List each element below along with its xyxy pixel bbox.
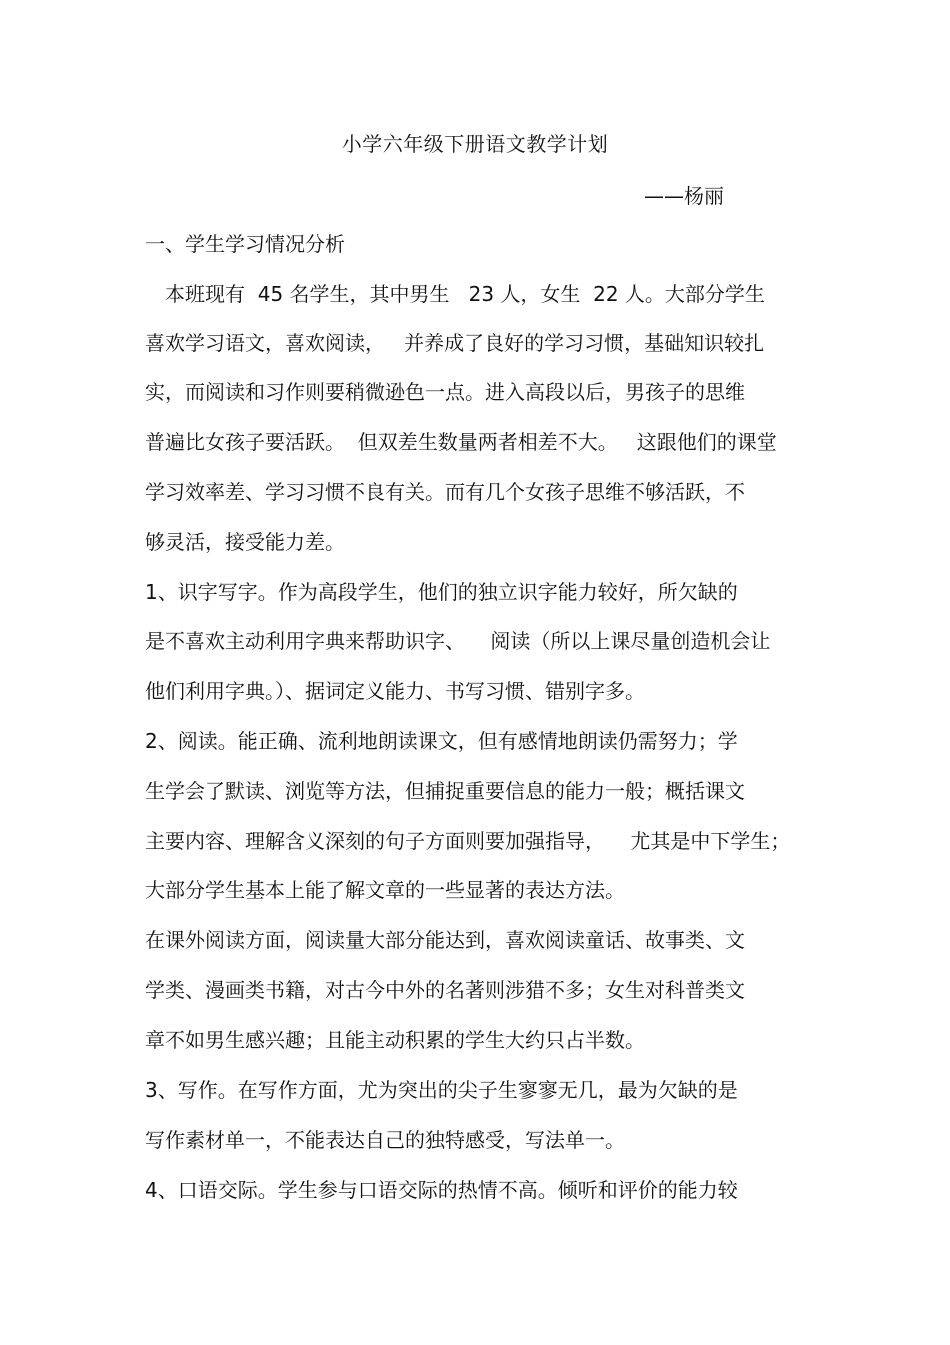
text-line: 学习效率差、学习习惯不良有关。而有几个女孩子思维不够活跃，不	[145, 480, 745, 504]
text-line: 普遍比女孩子要活跃。 但双差生数量两者相差不大。 这跟他们的课堂	[145, 430, 777, 454]
document-author: ——杨丽	[644, 184, 724, 208]
document-title: 小学六年级下册语文教学计划	[341, 132, 609, 156]
text-line: 够灵活，接受能力差。	[145, 530, 345, 554]
section-heading: 一、学生学习情况分析	[145, 232, 345, 256]
text-line: 生学会了默读、浏览等方法，但捕捉重要信息的能力一般；概括课文	[145, 779, 745, 803]
text-line: 2、阅读。能正确、流利地朗读课文，但有感情地朗读仍需努力；学	[145, 729, 738, 753]
text-line: 本班现有 45 名学生，其中男生 23 人，女生 22 人。大部分学生	[145, 282, 765, 306]
text-line: 主要内容、理解含义深刻的句子方面则要加强指导， 尤其是中下学生；	[145, 829, 791, 853]
text-line: 他们利用字典。）、据词定义能力、书写习惯、错别字多。	[145, 679, 645, 703]
text-line: 3、写作。在写作方面，尤为突出的尖子生寥寥无几，最为欠缺的是	[145, 1078, 738, 1102]
text-line: 在课外阅读方面，阅读量大部分能达到，喜欢阅读童话、故事类、文	[145, 928, 745, 952]
text-line: 章不如男生感兴趣；且能主动积累的学生大约只占半数。	[145, 1028, 645, 1052]
text-line: 4、口语交际。学生参与口语交际的热情不高。倾听和评价的能力较	[145, 1178, 738, 1202]
text-line: 大部分学生基本上能了解文章的一些显著的表达方法。	[145, 878, 625, 902]
text-line: 实，而阅读和习作则要稍微逊色一点。进入高段以后，男孩子的思维	[145, 380, 745, 404]
text-line: 学类、漫画类书籍，对古今中外的名著则涉猎不多；女生对科普类文	[145, 978, 745, 1002]
text-line: 喜欢学习语文，喜欢阅读， 并养成了良好的学习习惯，基础知识较扎	[145, 331, 765, 355]
text-line: 是不喜欢主动利用字典来帮助识字、 阅读（所以上课尽量创造机会让	[145, 629, 771, 653]
text-line: 1、识字写字。作为高段学生，他们的独立识字能力较好，所欠缺的	[145, 580, 738, 604]
text-line: 写作素材单一，不能表达自己的独特感受，写法单一。	[145, 1128, 625, 1152]
